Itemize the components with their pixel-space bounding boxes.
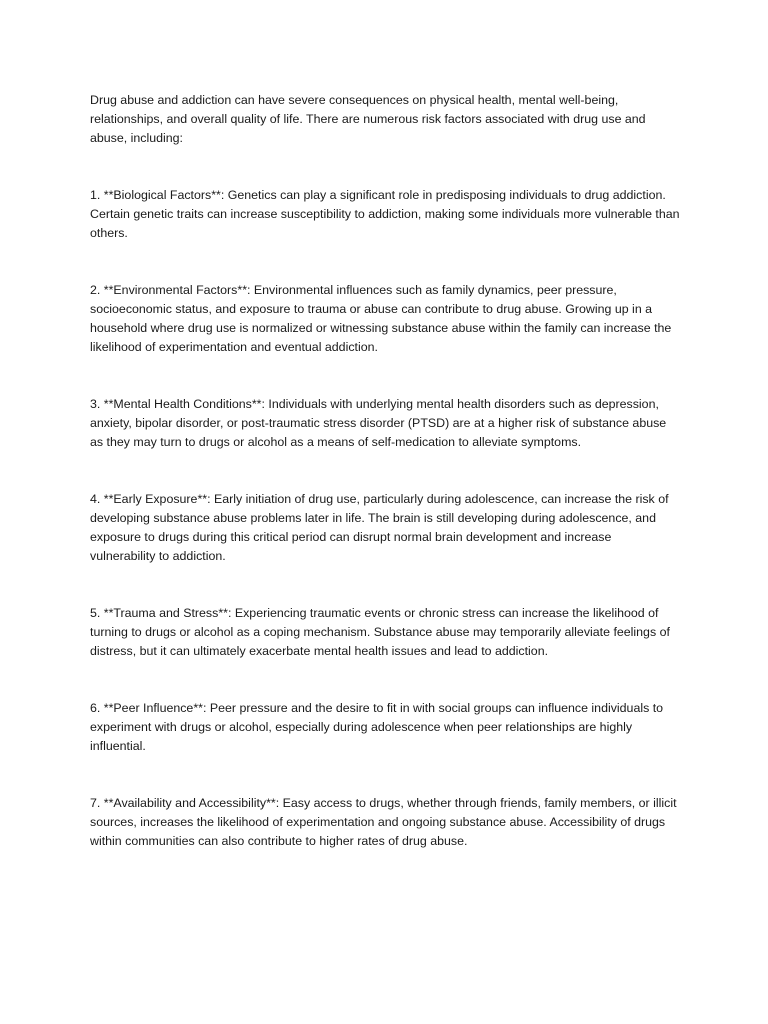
risk-factor-environmental: 2. **Environmental Factors**: Environmental influences such as family dynamics, peer pressure, socioeconomic status, and exposure to trauma or abuse can contribute to drug abuse. Growing up in a household where drug use is normalized or witnessing substance abuse within the family can increase the likelihood of experimentation and eventual addiction. xyxy=(90,283,672,354)
intro-paragraph: Drug abuse and addiction can have severe consequences on physical health, mental well-being, relationships, and overall quality of life. There are numerous risk factors associated with drug use and abuse, including: xyxy=(90,93,646,145)
risk-factor-biological: 1. **Biological Factors**: Genetics can play a significant role in predisposing individuals to drug addiction. Certain genetic traits can increase susceptibility to addiction, making some individuals more vulnerable than others. xyxy=(90,188,680,240)
risk-factor-trauma-stress: 5. **Trauma and Stress**: Experiencing traumatic events or chronic stress can increase the likelihood of turning to drugs or alcohol as a coping mechanism. Substance abuse may temporarily alleviate feelings of distress, but it can ultimately exacerbate mental health issues and lead to addiction. xyxy=(90,606,670,658)
risk-factor-early-exposure: 4. **Early Exposure**: Early initiation of drug use, particularly during adolescence, can increase the risk of developing substance abuse problems later in life. The brain is still developing during adolescence, and exposure to drugs during this critical period can disrupt normal brain development and increase vulnerability to addiction. xyxy=(90,492,669,563)
document-body xyxy=(90,91,680,851)
risk-factor-availability: 7. **Availability and Accessibility**: Easy access to drugs, whether through friends, family members, or illicit sources, increases the likelihood of experimentation and ongoing substance abuse. Accessibility of drugs within communities can also contribute to higher rates of drug abuse. xyxy=(90,796,677,848)
risk-factor-peer-influence: 6. **Peer Influence**: Peer pressure and the desire to fit in with social groups can influence individuals to experiment with drugs or alcohol, especially during adolescence when peer relationships are highly influential. xyxy=(90,701,664,753)
risk-factor-mental-health: 3. **Mental Health Conditions**: Individuals with underlying mental health disorders such as depression, anxiety, bipolar disorder, or post-traumatic stress disorder (PTSD) are at a higher risk of substance abuse as they may turn to drugs or alcohol as a means of self-medication to alleviate symptoms. xyxy=(90,397,667,449)
